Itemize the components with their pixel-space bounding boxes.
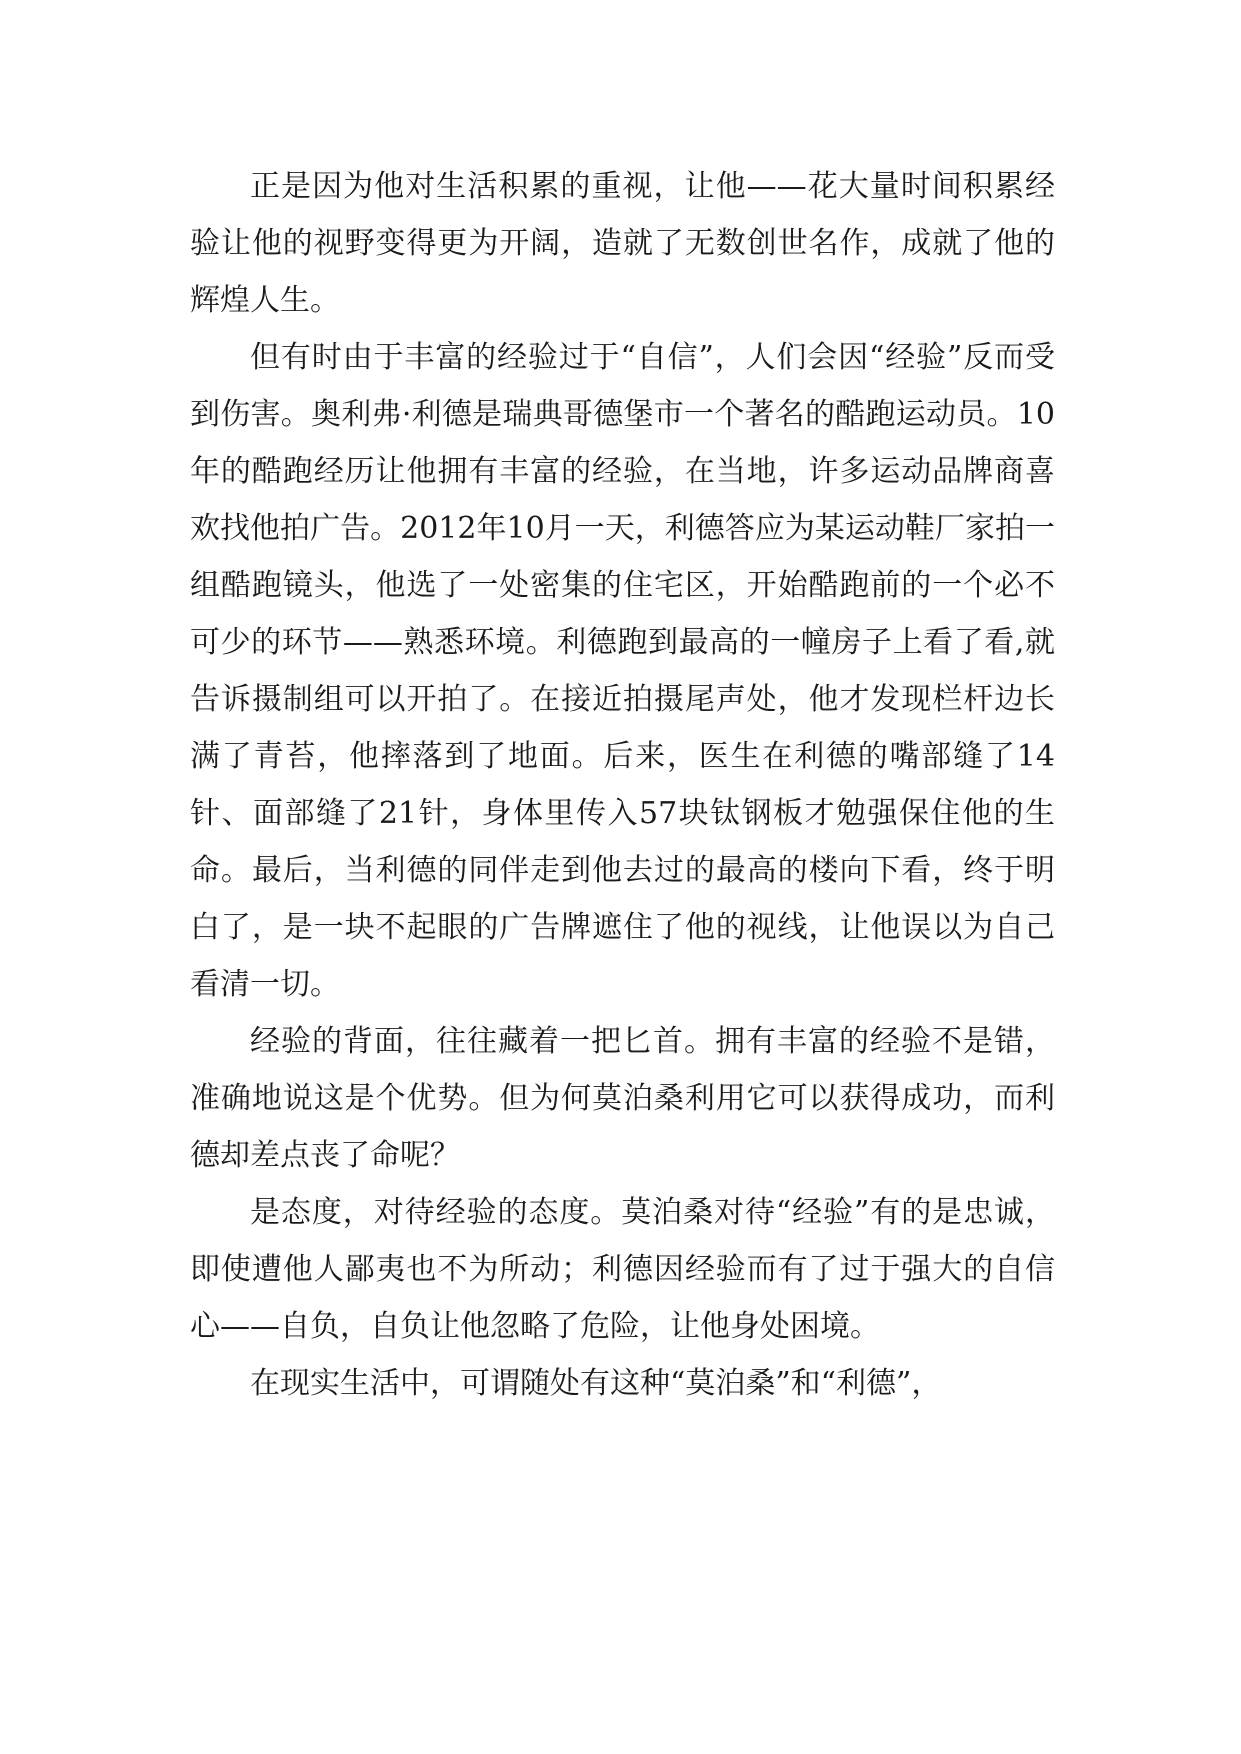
paragraph-1: 正是因为他对生活积累的重视，让他——花大量时间积累经验让他的视野变得更为开阔，造就了无数创世名作，成就了他的辉煌人生。 [190,169,1055,318]
document-body [190,158,1055,1412]
paragraph-5: 在现实生活中，可谓随处有这种“莫泊桑”和“利德”， [250,1366,942,1401]
paragraph-4: 是态度，对待经验的态度。莫泊桑对待“经验”有的是忠诚，即使遭他人鄙夷也不为所动；利德因经验而有了过于强大的自信心——自负，自负让他忽略了危险，让他身处困境。 [190,1195,1055,1344]
paragraph-3: 经验的背面，往往藏着一把匕首。拥有丰富的经验不是错，准确地说这是个优势。但为何莫泊桑利用它可以获得成功，而利德却差点丧了命呢？ [190,1024,1055,1173]
paragraph-2: 但有时由于丰富的经验过于“自信”，人们会因“经验”反而受到伤害。奥利弗·利德是瑞典哥德堡市一个著名的酷跑运动员。10年的酷跑经历让他拥有丰富的经验，在当地，许多运动品牌商喜欢找他拍广告。2012年10月一天，利德答应为某运动鞋厂家拍一组酷跑镜头，他选了一处密集的住宅区，开始酷跑前的一个必不可少的环节——熟悉环境。利德跑到最高的一幢房子上看了看,就告诉摄制组可以开拍了。在接近拍摄尾声处，他才发现栏杆边长满了青苔，他摔落到了地面。后来，医生在利德的嘴部缝了14针、面部缝了21针，身体里传入57块钛钢板才勉强保住他的生命。最后，当利德的同伴走到他去过的最高的楼向下看，终于明白了，是一块不起眼的广告牌遮住了他的视线，让他误以为自己看清一切。 [190,340,1055,1002]
